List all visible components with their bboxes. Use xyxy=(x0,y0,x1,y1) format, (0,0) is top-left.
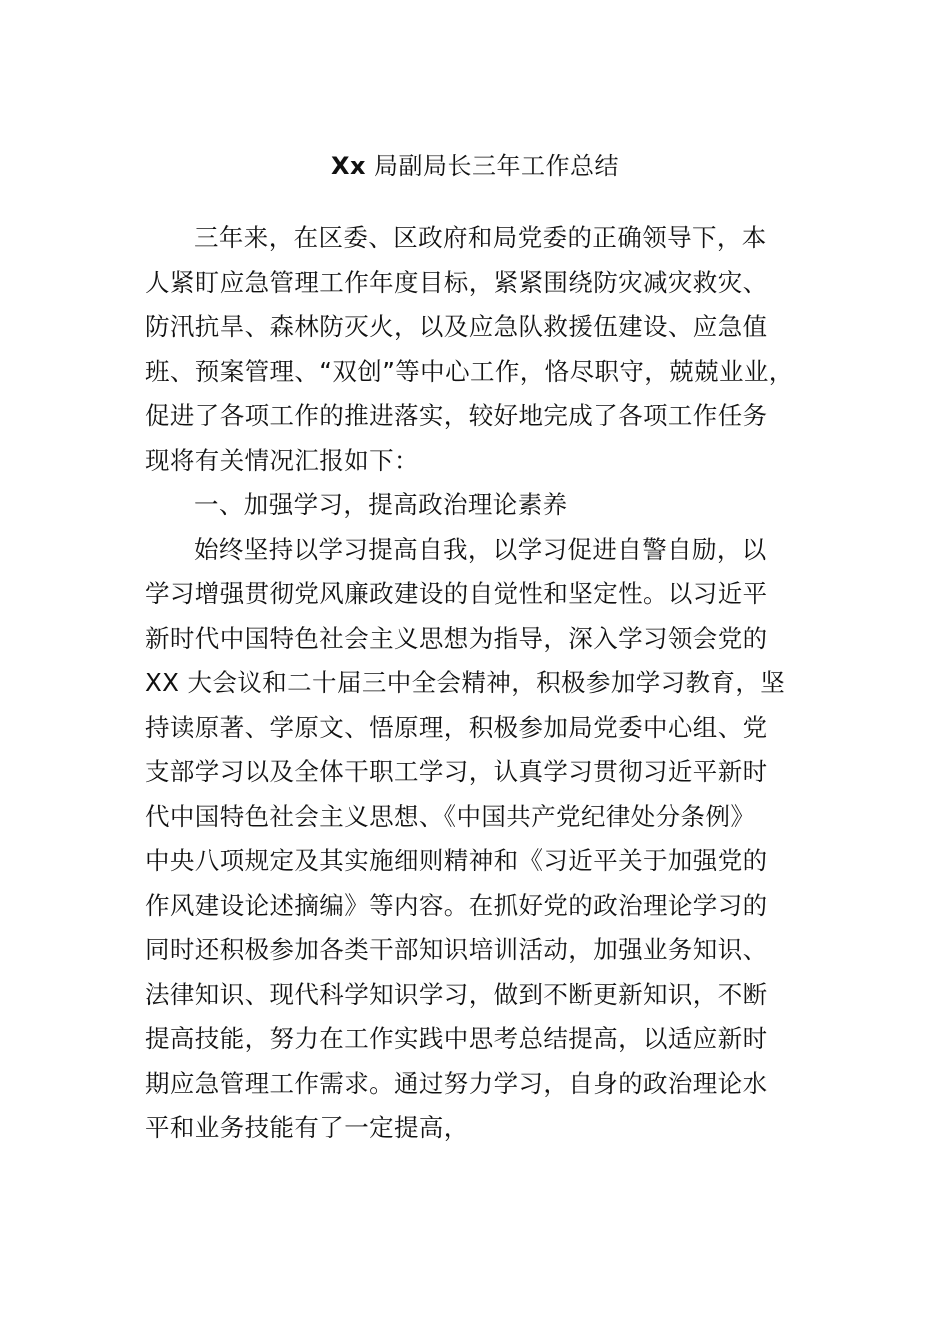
document-title xyxy=(0,148,950,184)
text-line: 班、预案管理、“双创”等中心工作，恪尽职守，兢兢业业， xyxy=(145,356,794,386)
text-line: 提高技能，努力在工作实践中思考总结提高，以适应新时 xyxy=(145,1024,768,1053)
text-line: 学习增强贯彻党风廉政建设的自觉性和坚定性。以习近平 xyxy=(145,579,768,608)
text-line: 促进了各项工作的推进落实，较好地完成了各项工作任务 xyxy=(145,401,768,430)
text-line: XX 大会议和二十届三中全会精神，积极参加学习教育，坚 xyxy=(145,668,786,697)
text-line: 三年来，在区委、区政府和局党委的正确领导下，本 xyxy=(194,223,767,252)
text-line: 现将有关情况汇报如下： xyxy=(145,445,419,475)
text-line: 代中国特色社会主义思想、《中国共产党纪律处分条例》 xyxy=(145,801,756,831)
title-lead: Xx xyxy=(330,152,366,180)
text-line: 新时代中国特色社会主义思想为指导，深入学习领会党的 xyxy=(145,623,768,653)
text-line: 防汛抗旱、森林防灭火，以及应急队救援伍建设、应急值 xyxy=(145,312,768,341)
text-line: 作风建设论述摘编》等内容。在抓好党的政治理论学习的 xyxy=(145,890,768,920)
title-rest: 局副局长三年工作总结 xyxy=(365,152,620,180)
text-line: 法律知识、现代科学知识学习，做到不断更新知识，不断 xyxy=(145,979,768,1009)
text-line: 同时还积极参加各类干部知识培训活动，加强业务知识、 xyxy=(145,935,768,964)
text-line: 人紧盯应急管理工作年度目标，紧紧围绕防灾减灾救灾、 xyxy=(145,267,768,297)
text-line: 支部学习以及全体干职工学习，认真学习贯彻习近平新时 xyxy=(145,757,768,786)
text-line: 始终坚持以学习提高自我，以学习促进自警自励，以 xyxy=(194,534,767,564)
text-line: 平和业务技能有了一定提高， xyxy=(145,1113,469,1142)
document-body xyxy=(145,216,815,1151)
text-line: 持读原著、学原文、悟原理，积极参加局党委中心组、党 xyxy=(145,712,768,742)
text-line: 中央八项规定及其实施细则精神和《习近平关于加强党的 xyxy=(145,846,768,875)
text-line: 期应急管理工作需求。通过努力学习，自身的政治理论水 xyxy=(145,1068,768,1098)
text-line: 一、加强学习，提高政治理论素养 xyxy=(194,490,568,519)
